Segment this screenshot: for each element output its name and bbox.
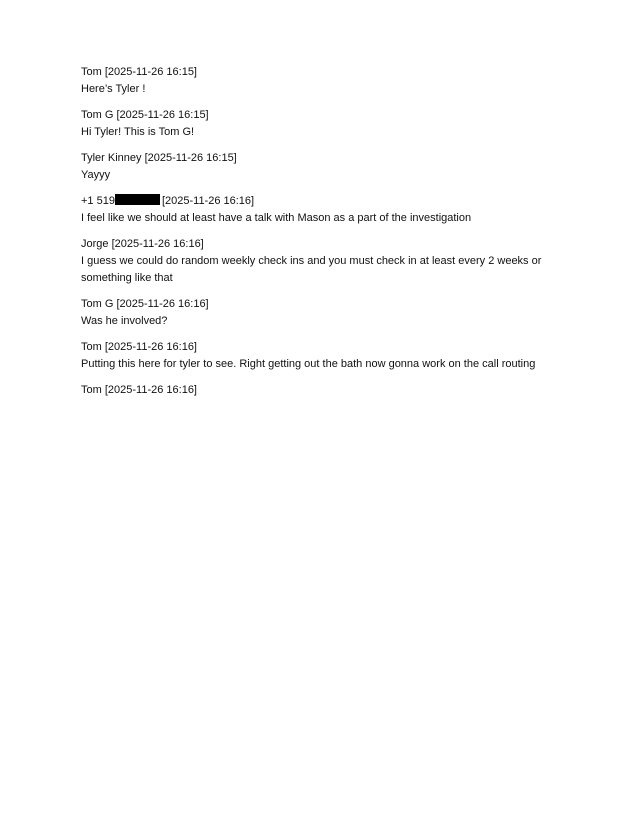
sender-name: Jorge [81,238,109,250]
message-timestamp: [2025-11-26 16:15] [144,152,237,164]
sender-name: Tyler Kinney [81,152,142,164]
message-text: I feel like we should at least have a talk with Mason as a part of the investigation [81,212,472,224]
message-header [81,296,551,313]
message [81,382,551,399]
message-timestamp: [2025-11-26 16:16] [111,238,204,250]
message-timestamp: [2025-11-26 16:16] [104,384,197,396]
message [81,339,551,373]
sender-name: Tom [81,341,102,353]
message-timestamp: [2025-11-26 16:16] [116,298,209,310]
message-text: Here’s Tyler ! [81,83,146,95]
message-text: I guess we could do random weekly check ins and you must check in at least every 2 weeks or something like that [81,255,545,284]
message-timestamp: [2025-11-26 16:16] [104,341,197,353]
message-header [81,107,551,124]
message-text: Yayyy [81,169,111,181]
message-text: Was he involved? [81,315,168,327]
message-text: Putting this here for tyler to see. Right getting out the bath now gonna work on the call routing [81,358,536,370]
message-timestamp: [2025-11-26 16:16] [161,195,255,207]
message [81,296,551,330]
message [81,236,551,287]
message-timestamp: [2025-11-26 16:15] [104,66,197,78]
message-header [81,64,551,81]
message [81,193,551,227]
sender-name: Tom [81,66,102,78]
sender-name: +1 519 [81,195,115,207]
sender-name: Tom [81,384,102,396]
message [81,150,551,184]
redaction-bar [115,194,160,205]
message-thread [81,64,551,408]
message-header [81,193,551,210]
message-header [81,382,551,399]
message-header [81,339,551,356]
message-text: Hi Tyler! This is Tom G! [81,126,195,138]
message-header [81,236,551,253]
sender-name: Tom G [81,109,114,121]
message-header [81,150,551,167]
message-timestamp: [2025-11-26 16:15] [116,109,209,121]
message [81,64,551,98]
message [81,107,551,141]
sender-name: Tom G [81,298,114,310]
